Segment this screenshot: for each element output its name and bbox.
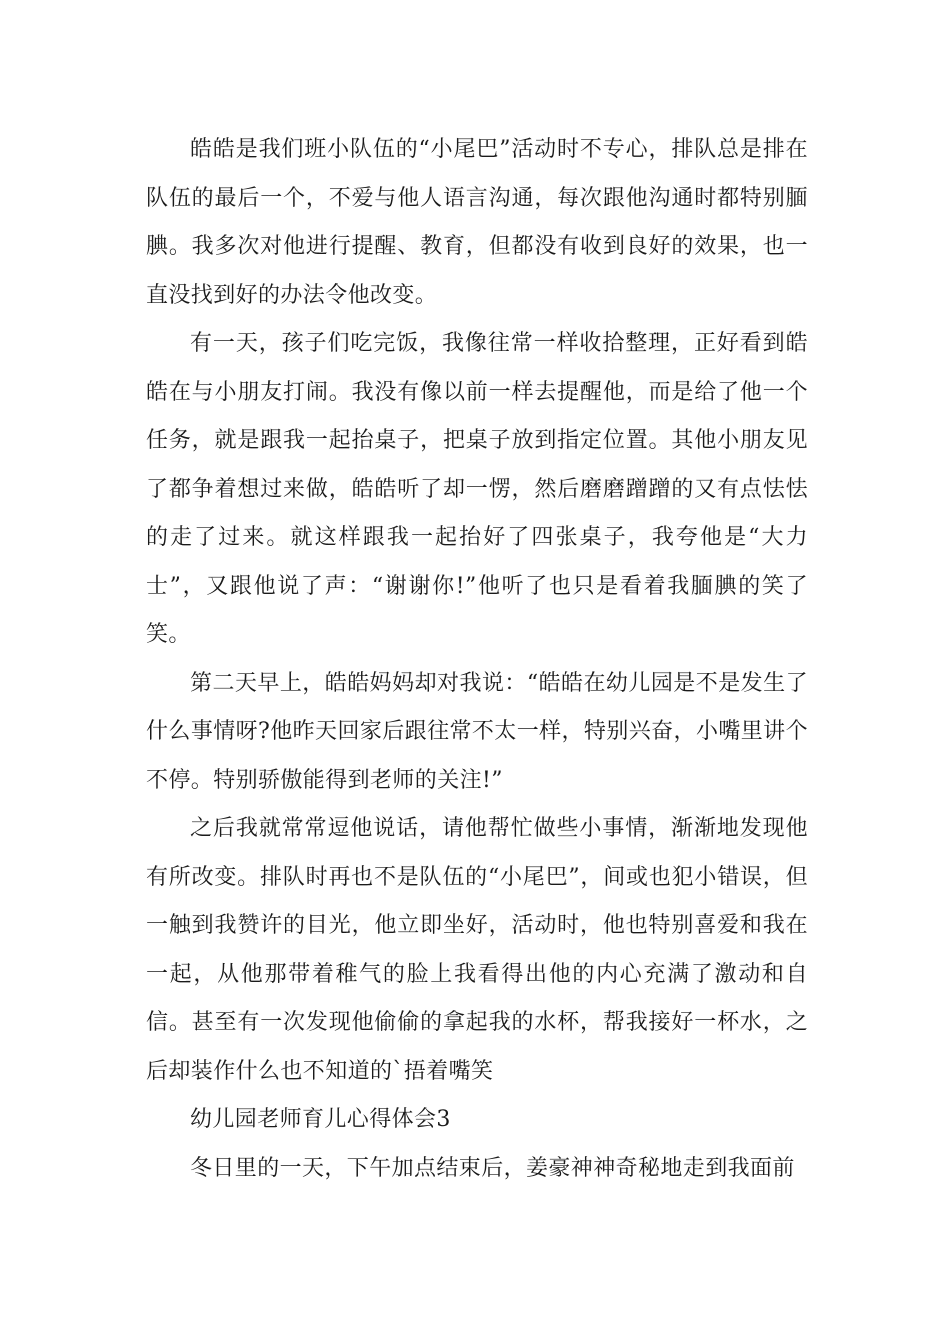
paragraph-5: 冬日里的一天，下午加点结束后，姜豪神神奇秘地走到我面前 (190, 1155, 795, 1181)
paragraph-4: 之后我就常常逗他说话，请他帮忙做些小事情，渐渐地发现他有所改变。排队时再也不是队伍的“小尾巴”，间或也犯小错误，但一触到我赞许的目光，他立即坐好，活动时，他也特别喜爱和我在一起，从他那带着稚气的脸上我看得出他的内心充满了激动和自信。甚至有一次发现他偷偷的拿起我的水杯，帮我接好一杯水，之后却装作什么也不知道的`捂着嘴笑 (146, 816, 808, 1084)
paragraph-2: 有一天，孩子们吃完饭，我像往常一样收拾整理，正好看到皓皓在与小朋友打闹。我没有像以前一样去提醒他，而是给了他一个任务，就是跟我一起抬桌子，把桌子放到指定位置。其他小朋友见了都争着想过来做，皓皓听了却一愣，然后磨磨蹭蹭的又有点怯怯的走了过来。就这样跟我一起抬好了四张桌子，我夸他是“大力士”，又跟他说了声：“谢谢你!”他听了也只是看着我腼腆的笑了笑。 (146, 331, 808, 647)
paragraph-1: 皓皓是我们班小队伍的“小尾巴”活动时不专心，排队总是排在队伍的最后一个，不爱与他人语言沟通，每次跟他沟通时都特别腼腆。我多次对他进行提醒、教育，但都没有收到良好的效果，也一直没找到好的办法令他改变。 (146, 137, 808, 308)
document-body (146, 126, 808, 1193)
paragraph-3: 第二天早上，皓皓妈妈却对我说：“皓皓在幼儿园是不是发生了什么事情呀?他昨天回家后跟往常不太一样，特别兴奋，小嘴里讲个不停。特别骄傲能得到老师的关注!” (146, 670, 808, 793)
section-heading: 幼儿园老师育儿心得体会3 (190, 1107, 451, 1132)
